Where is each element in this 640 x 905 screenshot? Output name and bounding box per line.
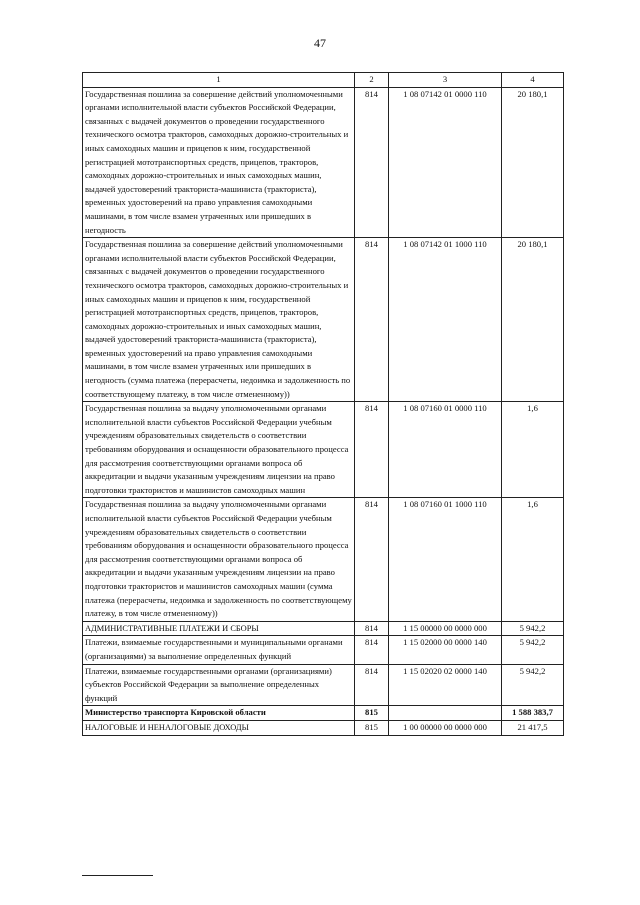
revenue-name-cell: Платежи, взимаемые государственными и муниципальными органами (организациями) за выполнение определенных функций [83, 636, 355, 664]
administrator-code-cell: 814 [355, 87, 389, 238]
amount-cell: 5 942,2 [502, 664, 564, 706]
table-row [83, 87, 564, 238]
column-number-2: 2 [355, 73, 389, 88]
revenue-name-cell: Министерство транспорта Кировской области [83, 706, 355, 721]
administrator-code-cell: 814 [355, 402, 389, 498]
budget-classification-code-cell: 1 08 07160 01 1000 110 [389, 498, 502, 621]
table-row [83, 238, 564, 402]
footnote-divider [82, 875, 153, 876]
table-row [83, 720, 564, 735]
amount-cell: 5 942,2 [502, 636, 564, 664]
administrator-code-cell: 815 [355, 720, 389, 735]
amount-cell: 1,6 [502, 402, 564, 498]
table-row [83, 402, 564, 498]
budget-classification-code-cell: 1 08 07142 01 1000 110 [389, 238, 502, 402]
column-number-1: 1 [83, 73, 355, 88]
budget-classification-code-cell: 1 08 07160 01 0000 110 [389, 402, 502, 498]
table-header-row [83, 73, 564, 88]
administrator-code-cell: 814 [355, 621, 389, 636]
table-row [83, 636, 564, 664]
administrator-code-cell: 815 [355, 706, 389, 721]
amount-cell: 1,6 [502, 498, 564, 621]
column-number-3: 3 [389, 73, 502, 88]
amount-cell: 20 180,1 [502, 87, 564, 238]
budget-classification-code-cell [389, 706, 502, 721]
budget-classification-code-cell: 1 08 07142 01 0000 110 [389, 87, 502, 238]
column-number-4: 4 [502, 73, 564, 88]
revenue-name-cell: Государственная пошлина за выдачу уполномоченными органами исполнительной власти субъектов Российской Федерации учебным учреждениям образовательных свидетельств о соответствии требованиям оборудования и оснащенности образовательного процесса для рассмотрения соответствующими органами вопроса об аккредитации и выдачи указанным учреждениям лицензии на право подготовки трактористов и машинистов самоходных машин (сумма платежа (перерасчеты, недоимка и задолженность по соответствующему платежу, в том числе отмененному)) [83, 498, 355, 621]
revenue-name-cell: Государственная пошлина за совершение действий уполномоченными органами исполнительной власти субъектов Российской Федерации, связанных с выдачей документов о проведении государственного технического осмотра тракторов, самоходных дорожно-строительных и иных самоходных машин и прицепов к ним, государственной регистрацией мототранспортных средств, прицепов, тракторов, самоходных дорожно-строительных и иных самоходных машин, выдачей удостоверений тракториста-машиниста (тракториста), временных удостоверений на право управления самоходными машинами, в том числе взамен утраченных или пришедших в негодность (сумма платежа (перерасчеты, недоимка и задолженность по соответствующему платежу, в том числе отмененному)) [83, 238, 355, 402]
revenue-name-cell: НАЛОГОВЫЕ И НЕНАЛОГОВЫЕ ДОХОДЫ [83, 720, 355, 735]
amount-cell: 5 942,2 [502, 621, 564, 636]
revenue-name-cell: Государственная пошлина за совершение действий уполномоченными органами исполнительной власти субъектов Российской Федерации, связанных с выдачей документов о проведении государственного технического осмотра тракторов, самоходных дорожно-строительных и иных самоходных машин и прицепов к ним, государственной регистрацией мототранспортных средств, прицепов, тракторов, самоходных дорожно-строительных и иных самоходных машин, выдачей удостоверений тракториста-машиниста (тракториста), временных удостоверений на право управления самоходными машинами, в том числе взамен утраченных или пришедших в негодность [83, 87, 355, 238]
budget-classification-code-cell: 1 15 02020 02 0000 140 [389, 664, 502, 706]
page-number: 47 [314, 36, 326, 50]
revenue-name-cell: Платежи, взимаемые государственными органами (организациями) субъектов Российской Федерации за выполнение определенных функций [83, 664, 355, 706]
table-row [83, 664, 564, 706]
amount-cell: 1 588 383,7 [502, 706, 564, 721]
amount-cell: 20 180,1 [502, 238, 564, 402]
administrator-code-cell: 814 [355, 238, 389, 402]
budget-revenue-table [82, 72, 564, 736]
administrator-code-cell: 814 [355, 498, 389, 621]
revenue-name-cell: АДМИНИСТРАТИВНЫЕ ПЛАТЕЖИ И СБОРЫ [83, 621, 355, 636]
table-row [83, 621, 564, 636]
budget-classification-code-cell: 1 15 00000 00 0000 000 [389, 621, 502, 636]
administrator-code-cell: 814 [355, 636, 389, 664]
table-row [83, 498, 564, 621]
table-row [83, 706, 564, 721]
budget-classification-code-cell: 1 15 02000 00 0000 140 [389, 636, 502, 664]
budget-classification-code-cell: 1 00 00000 00 0000 000 [389, 720, 502, 735]
amount-cell: 21 417,5 [502, 720, 564, 735]
revenue-name-cell: Государственная пошлина за выдачу уполномоченными органами исполнительной власти субъектов Российской Федерации учебным учреждениям образовательных свидетельств о соответствии требованиям оборудования и оснащенности образовательного процесса для рассмотрения соответствующими органами вопроса об аккредитации и выдачи указанным учреждениям лицензии на право подготовки трактористов и машинистов самоходных машин [83, 402, 355, 498]
administrator-code-cell: 814 [355, 664, 389, 706]
